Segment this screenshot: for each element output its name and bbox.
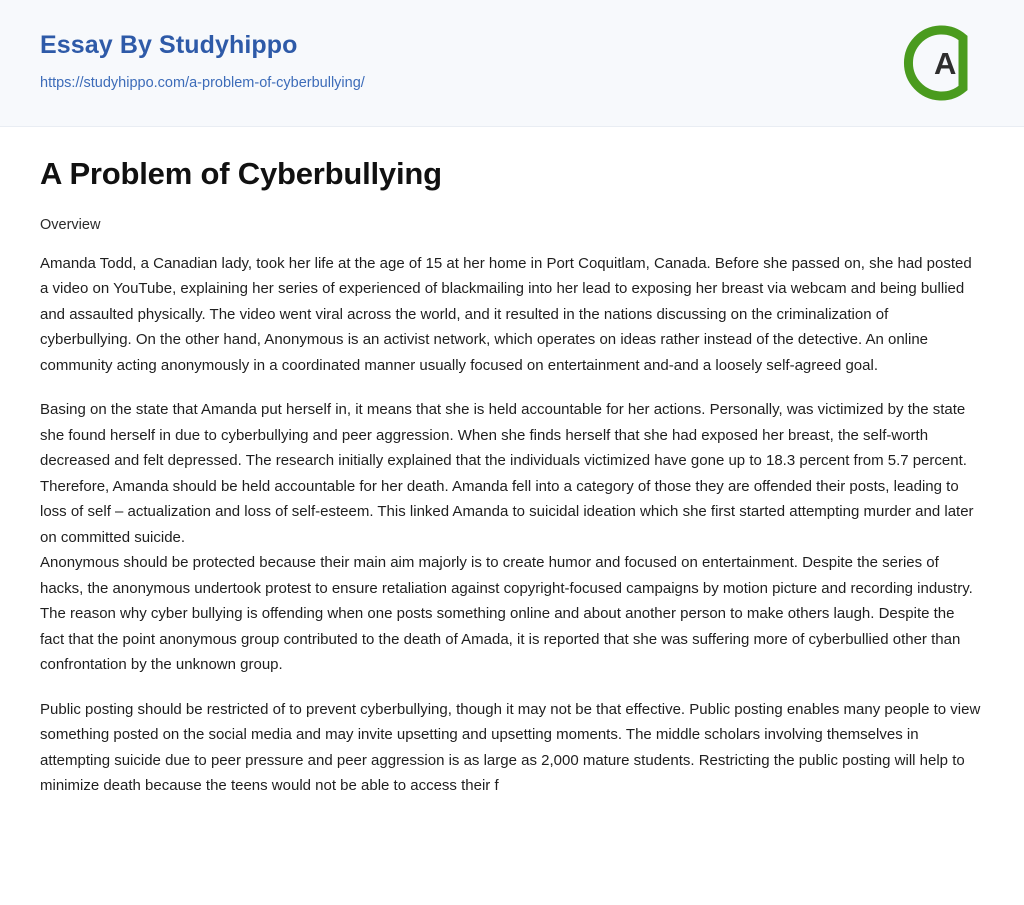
site-brand-title: Essay By Studyhippo (40, 31, 298, 59)
paragraph: Basing on the state that Amanda put herself in, it means that she is held accountable for her actions. Personally, was victimized by the state she found herself in due to cyberbullying and peer aggression. When she finds herself that she had exposed her breast, the self-worth decreased and felt depressed. The research initially explained that the individuals victimized have gone up to 18.3 percent from 5.7 percent. Therefore, Amanda should be held accountable for her death. Amanda fell into a category of those they are offended their posts, leading to loss of self – actualization and loss of self-esteem. This linked Amanda to suicidal ideation which she first started attempting murder and later on committed suicide. (40, 401, 974, 546)
site-header (0, 0, 1024, 127)
studyhippo-logo-icon (898, 22, 980, 104)
page-title: A Problem of Cyberbullying (40, 156, 442, 191)
source-url-link[interactable]: https://studyhippo.com/a-problem-of-cyberbullying/ (40, 75, 365, 91)
article-container (0, 127, 1024, 799)
paragraph: Public posting should be restricted of to prevent cyberbullying, though it may not be that effective. Public posting enables many people to view something posted on the social media and may invite upsetting and upsetting moments. The middle scholars involving themselves in attempting suicide due to peer pressure and peer aggression is as large as 2,000 mature students. Restricting the public posting will help to minimize death because the teens would not be able to access their f (40, 700, 981, 795)
paragraph: Amanda Todd, a Canadian lady, took her life at the age of 15 at her home in Port Coquitlam, Canada. Before she passed on, she had posted a video on YouTube, explaining her series of experienced of blackmailing into her lead to exposing her breast via webcam and being bullied and assaulted physically. The video went viral across the world, and it resulted in the nations discussing on the criminalization of cyberbullying. On the other hand, Anonymous is an activist network, which operates on ideas rather instead of the detective. An online community acting anonymously in a coordinated manner usually focused on entertainment and-and a loosely self-agreed goal. (40, 254, 972, 374)
svg-text:A: A (934, 46, 957, 81)
section-label-overview: Overview (40, 216, 101, 233)
article-body (40, 251, 982, 799)
paragraph: Anonymous should be protected because their main aim majorly is to create humor and focused on entertainment. Despite the series of hacks, the anonymous undertook protest to ensure retaliation against copyright-focused campaigns by motion picture and recording industry. The reason why cyber bullying is offending when one posts something online and about another person to make others laugh. Despite the fact that the point anonymous group contributed to the death of Amada, it is reported that she was suffering more of cyberbullied other than confrontation by the unknown group. (40, 554, 973, 674)
